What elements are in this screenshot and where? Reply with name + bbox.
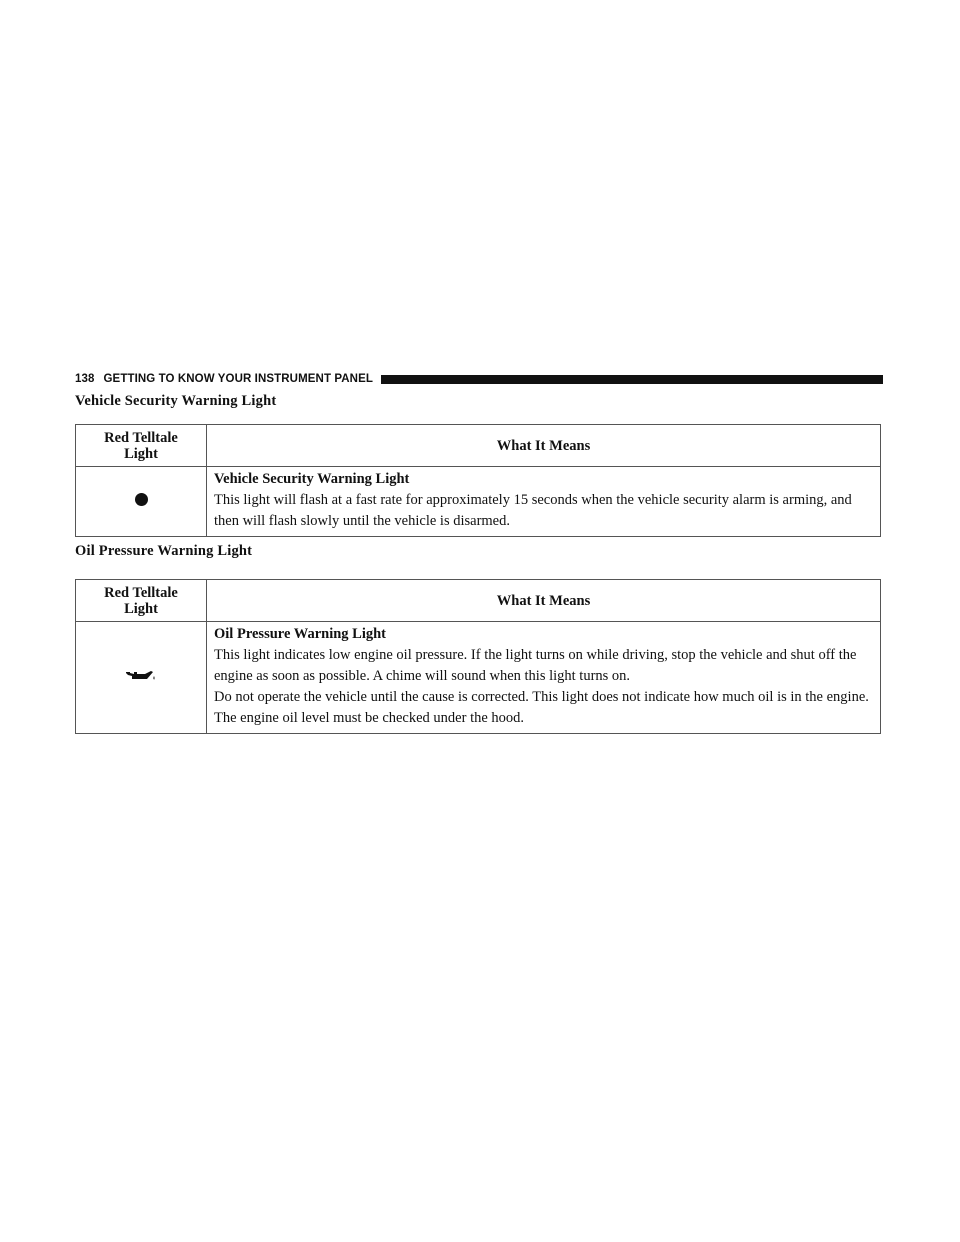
section-heading-vehicle-security: Vehicle Security Warning Light <box>75 393 277 409</box>
entry-title: Vehicle Security Warning Light <box>214 471 410 487</box>
table-header-row <box>76 580 881 622</box>
page-header-title: GETTING TO KNOW YOUR INSTRUMENT PANEL <box>103 373 373 385</box>
entry-paragraph: This light indicates low engine oil pressure. If the light turns on while driving, stop the vehicle and shut off the engine as soon as possible. A chime will sound when this light turns on. <box>214 647 857 684</box>
table-row <box>76 622 881 734</box>
col-header-what-it-means: What It Means <box>207 425 881 467</box>
col-header-red-telltale-light: Red Telltale Light <box>76 580 207 622</box>
header-rule <box>381 375 883 384</box>
section-heading-oil-pressure: Oil Pressure Warning Light <box>75 543 253 559</box>
oil-pressure-table <box>75 579 881 734</box>
col-header-red-telltale-light: Red Telltale Light <box>76 425 207 467</box>
description-cell <box>207 622 881 734</box>
col-header-what-it-means: What It Means <box>207 580 881 622</box>
page-number: 138 <box>75 373 95 385</box>
page-header <box>75 370 883 388</box>
telltale-icon-cell <box>76 622 207 734</box>
security-light-icon <box>135 493 148 506</box>
table-row <box>76 467 881 537</box>
entry-paragraph: Do not operate the vehicle until the cause is corrected. This light does not indicate how much oil is in the engine. The engine oil level must be checked under the hood. <box>214 689 869 726</box>
telltale-icon-cell <box>76 467 207 537</box>
description-cell <box>207 467 881 537</box>
entry-title: Oil Pressure Warning Light <box>214 626 387 642</box>
vehicle-security-table <box>75 424 881 537</box>
entry-paragraph: This light will flash at a fast rate for approximately 15 seconds when the vehicle security alarm is arming, and then will flash slowly until the vehicle is disarmed. <box>214 492 852 529</box>
table-header-row <box>76 425 881 467</box>
oil-can-icon <box>125 668 157 682</box>
